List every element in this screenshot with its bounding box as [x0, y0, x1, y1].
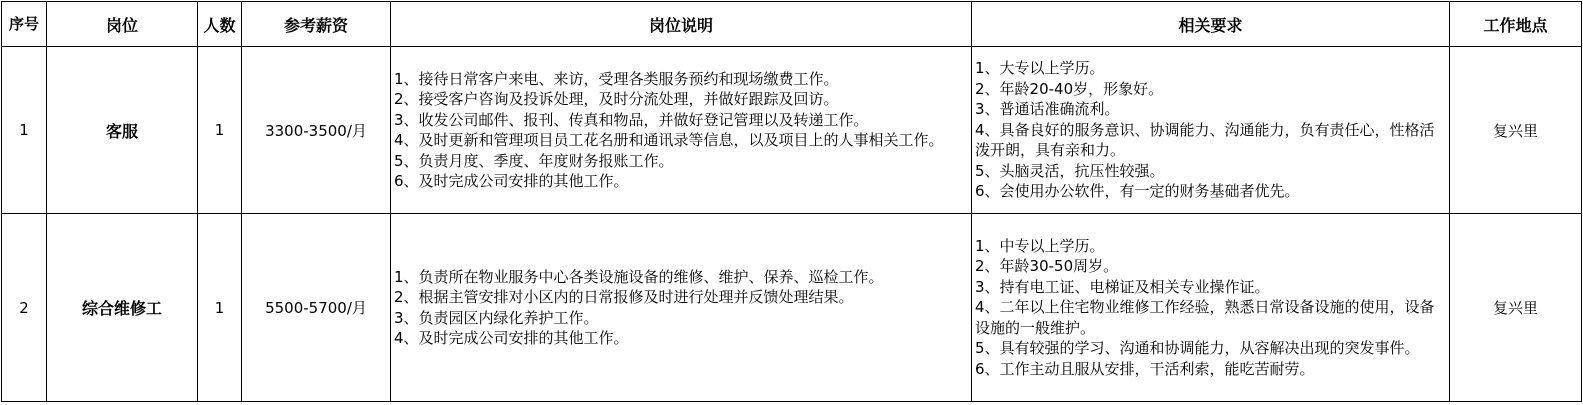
header-index: 序号 — [2, 2, 47, 47]
description-line: 1、负责所在物业服务中心各类设施设备的维修、维护、保养、巡检工作。 — [394, 267, 884, 286]
description-line: 1、接待日常客户来电、来访，受理各类服务预约和现场缴费工作。 — [394, 69, 839, 88]
row-position: 综合维修工 — [47, 214, 198, 402]
table-row — [2, 214, 1582, 402]
requirement-line: 1、大专以上学历。 — [975, 59, 1105, 78]
description-line: 3、收发公司邮件、报刊、传真和物品，并做好登记管理以及转递工作。 — [394, 110, 869, 129]
row-salary: 3300-3500/月 — [242, 47, 391, 214]
requirement-line: 2、年龄20-40岁，形象好。 — [975, 79, 1164, 98]
row-index: 2 — [2, 214, 47, 402]
description-line: 2、根据主管安排对小区内的日常报修及时进行处理并反馈处理结果。 — [394, 288, 854, 306]
description-line: 4、及时更新和管理项目员工花名册和通讯录等信息，以及项目上的人事相关工作。 — [394, 131, 944, 149]
requirement-line: 4、二年以上住宅物业维修工作经验，熟悉日常设备设施的使用，设备设施的一般维护。 — [975, 298, 1435, 337]
row-description — [391, 214, 972, 402]
requirement-line: 6、会使用办公软件，有一定的财务基础者优先。 — [975, 182, 1300, 201]
job-table — [1, 1, 1582, 402]
description-line: 2、接受客户咨询及投诉处理，及时分流处理，并做好跟踪及回访。 — [394, 90, 839, 108]
row-salary: 5500-5700/月 — [242, 214, 391, 402]
table-row — [2, 47, 1582, 214]
requirement-line: 6、工作主动且服从安排，干活利索，能吃苦耐劳。 — [975, 359, 1315, 378]
row-headcount: 1 — [198, 214, 242, 402]
row-requirements — [972, 47, 1450, 214]
header-salary: 参考薪资 — [242, 2, 391, 47]
requirement-line: 3、持有电工证、电梯证及相关专业操作证。 — [975, 277, 1270, 296]
requirement-line: 2、年龄30-50周岁。 — [975, 257, 1119, 276]
row-index: 1 — [2, 47, 47, 214]
row-location: 复兴里 — [1450, 47, 1582, 214]
requirement-line: 4、具备良好的服务意识、协调能力、沟通能力，负有责任心，性格活泼开朗，具有亲和力。 — [975, 120, 1435, 160]
description-line: 6、及时完成公司安排的其他工作。 — [394, 172, 629, 190]
header-requirements: 相关要求 — [972, 2, 1450, 47]
description-line: 4、及时完成公司安排的其他工作。 — [394, 329, 629, 347]
row-description — [391, 47, 972, 214]
description-line: 5、负责月度、季度、年度财务报账工作。 — [394, 151, 674, 170]
row-position: 客服 — [47, 47, 198, 214]
row-location: 复兴里 — [1450, 214, 1582, 402]
header-location: 工作地点 — [1450, 2, 1582, 47]
row-requirements — [972, 214, 1450, 402]
header-position: 岗位 — [47, 2, 198, 47]
requirement-line: 3、普通话准确流利。 — [975, 100, 1120, 119]
row-headcount: 1 — [198, 47, 242, 214]
requirement-line: 5、具有较强的学习、沟通和协调能力，从容解决出现的突发事件。 — [975, 339, 1420, 358]
table-header-row — [2, 2, 1582, 47]
description-line: 3、负责园区内绿化养护工作。 — [394, 308, 599, 327]
requirement-line: 5、头脑灵活，抗压性较强。 — [975, 161, 1165, 180]
header-description: 岗位说明 — [391, 2, 972, 47]
header-headcount: 人数 — [198, 2, 242, 47]
requirement-line: 1、中专以上学历。 — [975, 236, 1105, 255]
